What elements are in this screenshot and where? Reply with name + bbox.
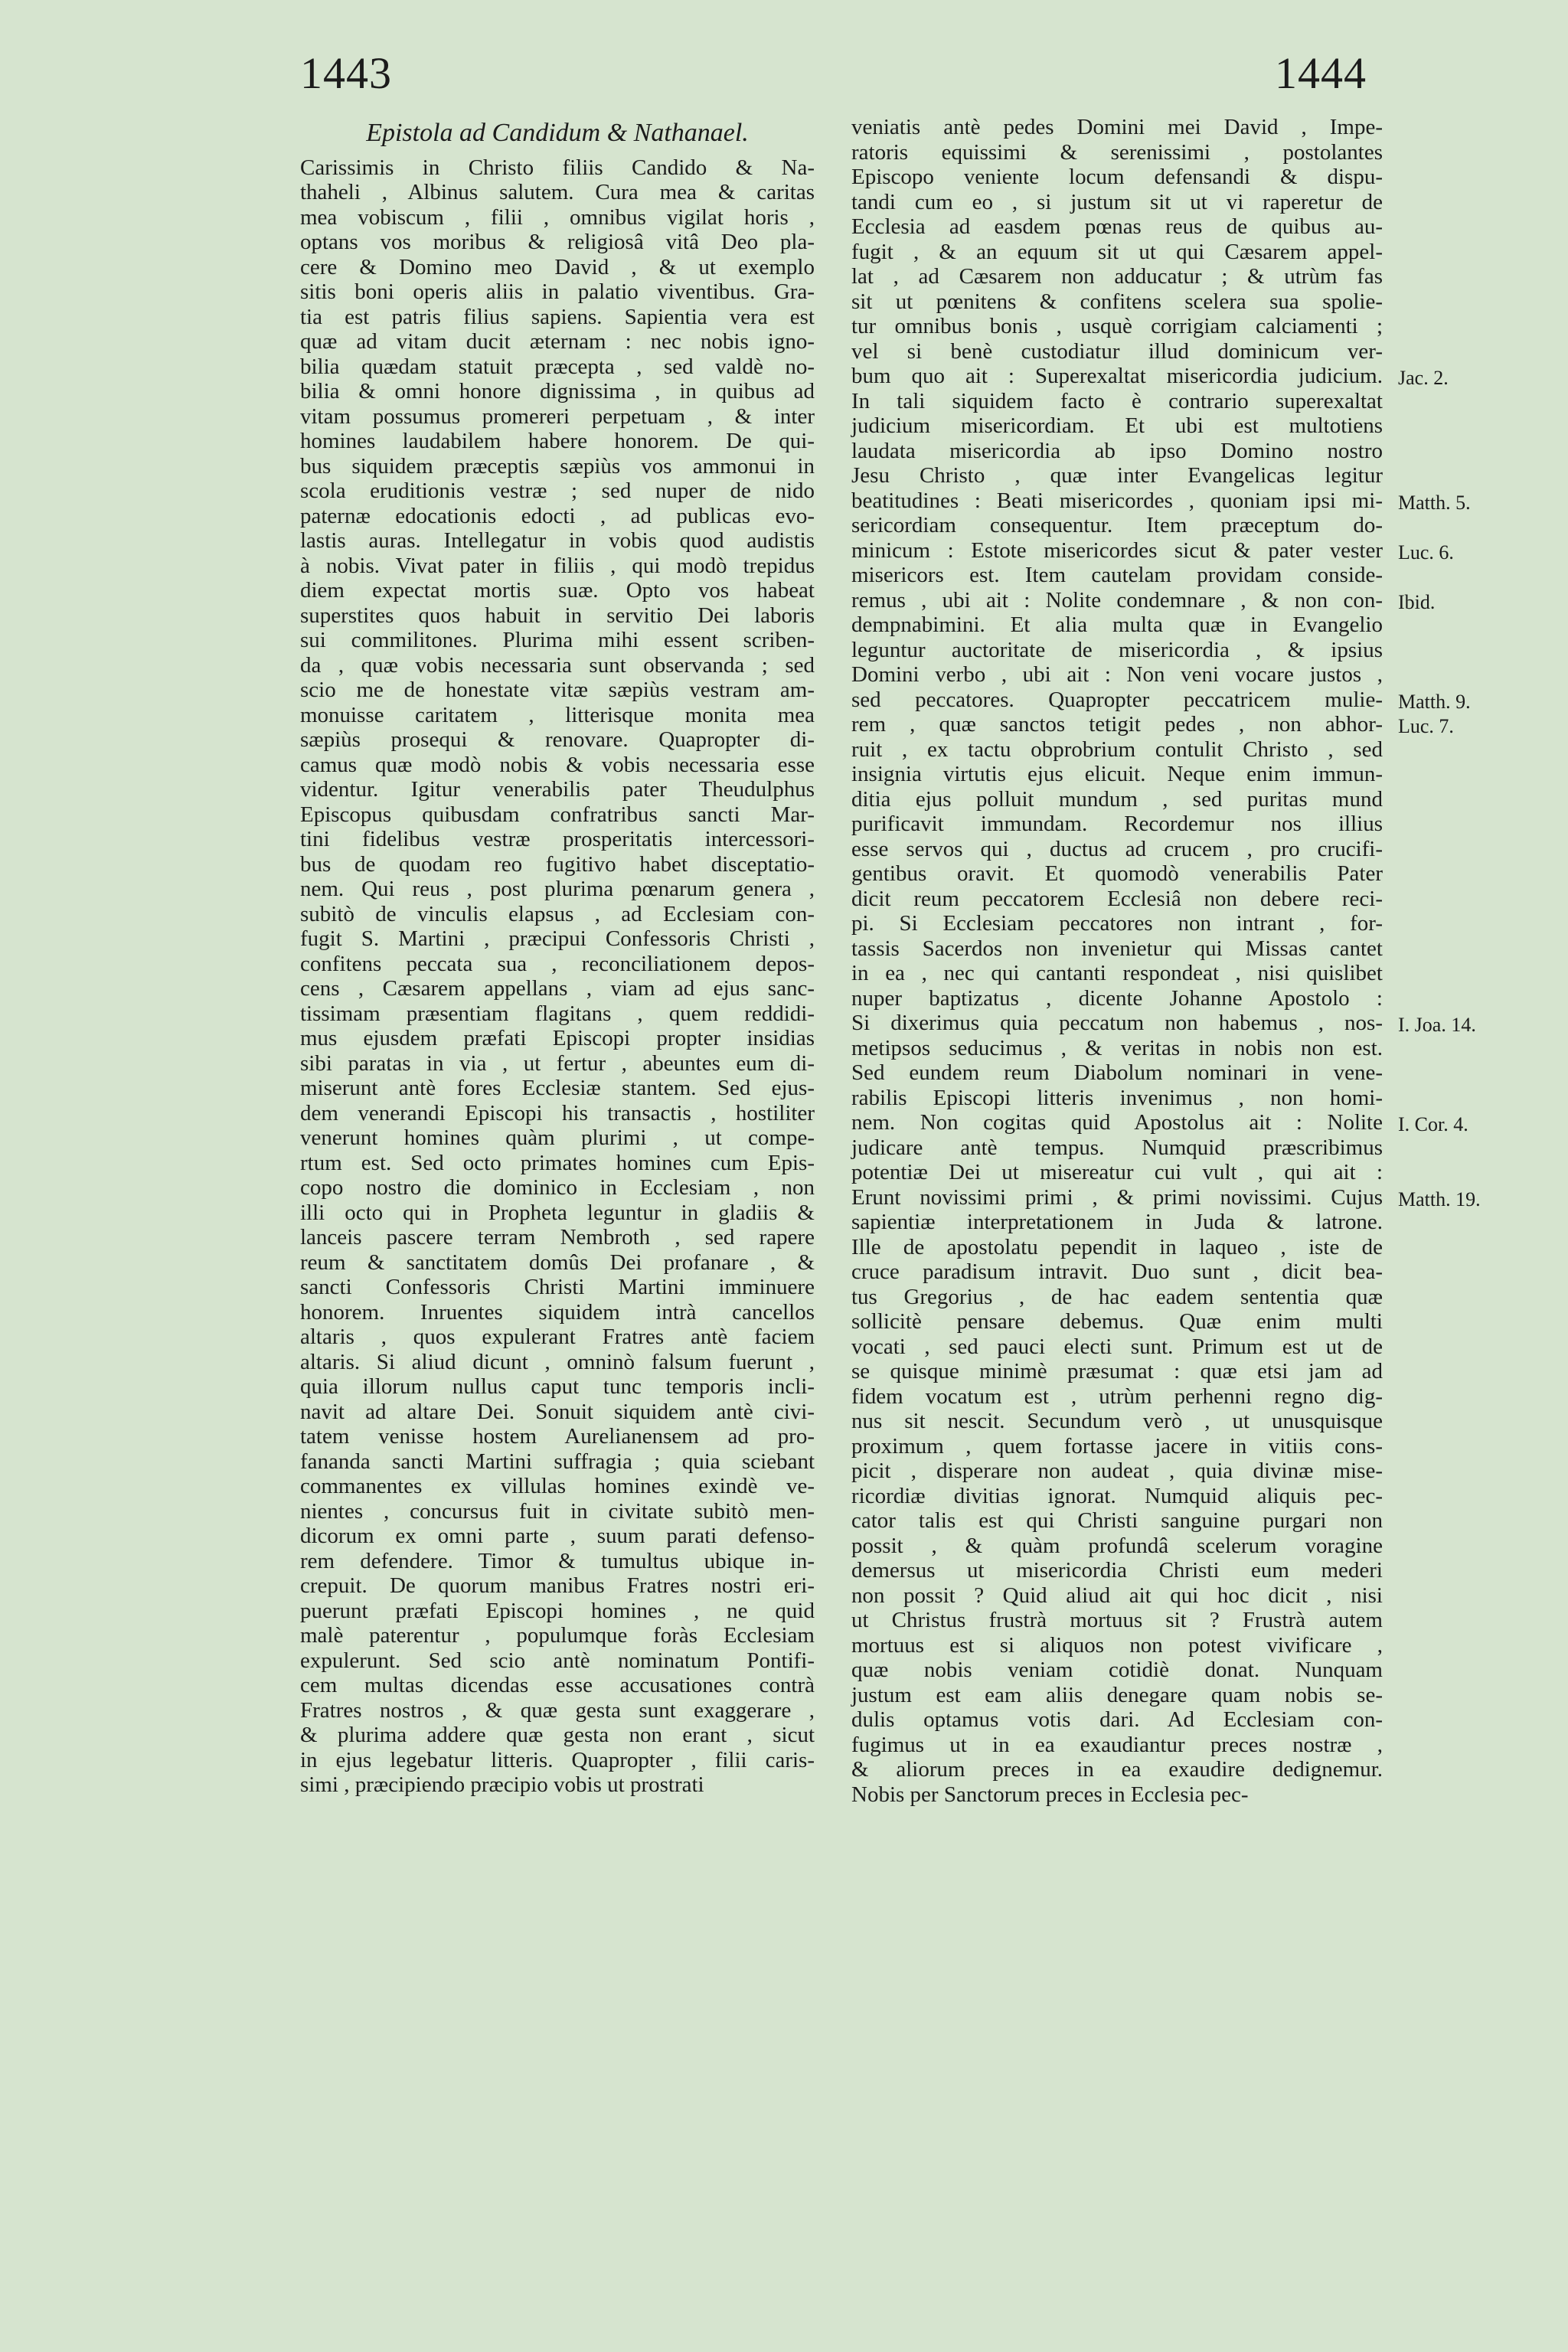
text-line: honorem. Inruentes siquidem intrà cancellos (300, 1299, 815, 1325)
text-line: veniatis antè pedes Domini mei David , Impe- (851, 115, 1383, 139)
text-line: vitam possumus promereri perpetuam , & inter (300, 403, 815, 429)
text-line: cator talis est qui Christi sanguine purgari non (851, 1508, 1383, 1533)
text-line: rtum est. Sed octo primates homines cum Epis- (300, 1150, 815, 1175)
text-line: subitò de vinculis elapsus , ad Ecclesiam con- (300, 901, 815, 926)
text-line: sapientiæ interpretationem in Juda & latrone. (851, 1210, 1383, 1234)
text-line: nuper baptizatus , dicente Johanne Apostolo : (851, 985, 1383, 1011)
text-line: tini fidelibus vestræ prosperitatis intercessori- (300, 827, 815, 851)
text-line: lat , ad Cæsarem non adducatur ; & utrùm fas (851, 264, 1383, 289)
text-line: bus siquidem præceptis sæpiùs vos ammonui in (300, 453, 815, 479)
text-line: tandi cum eo , si justum sit ut vi raperetur de (851, 189, 1383, 214)
text-line: potentiæ Dei ut misereatur cui vult , qui ait : (851, 1160, 1383, 1184)
text-line: Fratres nostros , & quæ gesta sunt exaggerare , (300, 1697, 815, 1723)
text-line: tassis Sacerdos non invenietur qui Missas cantet (851, 936, 1383, 961)
text-line: superstites quos habuit in servitio Dei laboris (300, 603, 815, 628)
text-line: sancti Confessoris Christi Martini imminuere (300, 1275, 815, 1299)
epistle-title: Epistola ad Candidum & Nathanael. (366, 119, 749, 147)
text-line: proximum , quem fortasse jacere in vitiis cons- (851, 1433, 1383, 1459)
text-line: Nobis per Sanctorum preces in Ecclesia pec- (851, 1782, 1249, 1807)
text-line: picit , disperare non audeat , quia divinæ mise- (851, 1459, 1383, 1483)
text-line: quæ nobis veniam cotidiè donat. Nunquam (851, 1658, 1383, 1682)
text-line: non possit ? Quid aliud ait qui hoc dicit , nisi (851, 1583, 1383, 1608)
text-line: tatem venisse hostem Aurelianensem ad pro- (300, 1424, 815, 1449)
left-column (300, 115, 815, 1798)
text-line: dulis optamus votis dari. Ad Ecclesiam con- (851, 1707, 1383, 1732)
text-line: sed peccatores. Quapropter peccatricem mulie- (851, 687, 1383, 712)
text-line: justum est eam aliis denegare quam nobis se- (851, 1682, 1383, 1707)
text-line: homines laudabilem habere honorem. De qui- (300, 429, 815, 453)
text-line: bum quo ait : Superexaltat misericordia judicium. (851, 364, 1383, 388)
text-line: sui commilitones. Plurima mihi essent scriben- (300, 628, 815, 652)
text-line: nus sit nescit. Secundum verò , ut unusquisque (851, 1409, 1383, 1433)
text-line: Erunt novissimi primi , & primi novissimi. Cujus (851, 1184, 1383, 1210)
text-line: diem expectat mortis suæ. Opto vos habeat (300, 578, 815, 603)
text-line: sibi paratas in via , ut fertur , abeuntes eum di- (300, 1050, 815, 1076)
text-line: bilia & omni honore dignissima , in quibus ad (300, 379, 815, 403)
text-line: sericordiam consequentur. Item præceptum do- (851, 513, 1383, 537)
text-line: nientes , concursus fuit in civitate subitò men- (300, 1498, 815, 1524)
text-line: ruit , ex tactu obprobrium contulit Christo , sed (851, 737, 1383, 762)
text-line: cens , Cæsarem appellans , viam ad ejus sanc- (300, 976, 815, 1001)
text-line: misericors est. Item cautelam providam conside- (851, 563, 1383, 587)
text-line: copo nostro die dominico in Ecclesiam , non (300, 1175, 815, 1200)
text-line: thaheli , Albinus salutem. Cura mea & caritas (300, 180, 815, 204)
text-line: remus , ubi ait : Nolite condemnare , & non con- (851, 587, 1383, 612)
left-column-lines (300, 155, 815, 1798)
text-line: Domini verbo , ubi ait : Non veni vocare justos , (851, 662, 1383, 687)
text-line: fugit S. Martini , præcipui Confessoris Christi , (300, 926, 815, 951)
text-line: scio me de honestate vitæ sæpiùs vestram am- (300, 678, 815, 702)
text-line: leguntur auctoritate de misericordia , & ipsius (851, 637, 1383, 662)
margin-note: Jac. 2. (1398, 367, 1449, 389)
text-line: rabilis Episcopi litteris invenimus , non homi- (851, 1085, 1383, 1110)
text-line: optans vos moribus & religiosâ vitâ Deo pla- (300, 230, 815, 254)
margin-note: Luc. 7. (1398, 715, 1454, 737)
text-line: nem. Qui reus , post plurima pœnarum genera , (300, 877, 815, 901)
text-line: expulerunt. Sed scio antè nominatum Pontifi- (300, 1648, 815, 1673)
text-line: tia est patris filius sapiens. Sapientia vera est (300, 304, 815, 329)
text-line: dem venerandi Episcopi his transactis , hostiliter (300, 1100, 815, 1125)
text-line: confitens peccata sua , reconciliationem depos- (300, 951, 815, 976)
text-line: fugimus ut in ea exaudiantur preces nostræ , (851, 1732, 1383, 1757)
text-line: sæpiùs prosequi & renovare. Quapropter di- (300, 727, 815, 752)
text-line: Episcopus quibusdam confratribus sancti Mar- (300, 802, 815, 827)
text-line: metipsos seducimus , & veritas in nobis non est. (851, 1035, 1383, 1060)
text-line: ut Christus frustrà mortuus sit ? Frustrà autem (851, 1608, 1383, 1632)
text-line: ratoris equissimi & serenissimi , postolantes (851, 139, 1383, 165)
text-line: sit ut pœnitens & confitens scelera sua spolie- (851, 289, 1383, 314)
text-line: Episcopo veniente locum defensandi & dispu- (851, 165, 1383, 189)
text-line: ditia ejus polluit mundum , sed puritas mund (851, 786, 1383, 812)
text-line: Jesu Christo , quæ inter Evangelicas legitur (851, 463, 1383, 488)
text-line: Carissimis in Christo filiis Candido & Na- (300, 155, 815, 180)
text-line: tur omnibus bonis , usquè corrigiam calciamenti ; (851, 314, 1383, 338)
text-line: altaris. Si aliud dicunt , omninò falsum fuerunt , (300, 1349, 815, 1374)
text-line: pi. Si Ecclesiam peccatores non intrant , for- (851, 911, 1383, 936)
margin-note: I. Joa. 14. (1398, 1014, 1476, 1036)
text-line: lanceis pascere terram Nembroth , sed rapere (300, 1225, 815, 1250)
page-number-right: 1444 (1275, 48, 1367, 98)
text-line: vel si benè custodiatur illud dominicum ver- (851, 338, 1383, 364)
text-line: crepuit. De quorum manibus Fratres nostri eri- (300, 1573, 815, 1598)
text-line: minicum : Estote misericordes sicut & pater vester (851, 537, 1383, 563)
margin-note: Matth. 5. (1398, 491, 1471, 514)
text-line: in ejus legebatur litteris. Quapropter , filii caris- (300, 1747, 815, 1772)
margin-note: I. Cor. 4. (1398, 1113, 1468, 1135)
text-line: simi , præcipiendo præcipio vobis ut prostrati (300, 1772, 704, 1797)
text-line: purificavit immundam. Recordemur nos illius (851, 812, 1383, 836)
text-line: demersus ut misericordia Christi eum mederi (851, 1558, 1383, 1583)
text-line: In tali siquidem facto è contrario superexaltat (851, 388, 1383, 413)
text-line: judicium misericordiam. Et ubi est multotiens (851, 413, 1383, 438)
text-line: da , quæ vobis necessaria sunt observanda ; sed (300, 652, 815, 678)
text-line: paternæ edocationis edocti , ad publicas evo- (300, 503, 815, 528)
text-line: possit , & quàm profundâ scelerum voragine (851, 1533, 1383, 1558)
margin-note: Matth. 19. (1398, 1187, 1481, 1210)
text-line: ricordiæ divitias ignorat. Numquid aliquis pec- (851, 1483, 1383, 1508)
text-line: Sed eundem reum Diabolum nominari in vene- (851, 1060, 1383, 1085)
text-line: beatitudines : Beati misericordes , quoniam ipsi mi- (851, 488, 1383, 513)
text-line: insignia virtutis ejus elicuit. Neque enim immun- (851, 762, 1383, 786)
right-column (851, 115, 1383, 1807)
text-line: miserunt antè fores Ecclesiæ stantem. Sed ejus- (300, 1076, 815, 1100)
text-line: commanentes ex villulas homines exindè ve- (300, 1474, 815, 1498)
text-line: mea vobiscum , filii , omnibus vigilat horis , (300, 204, 815, 230)
text-line: videntur. Igitur venerabilis pater Theudulphus (300, 777, 815, 802)
text-line: illi octo qui in Propheta leguntur in gladiis & (300, 1200, 815, 1225)
text-line: reum & sanctitatem domûs Dei profanare , & (300, 1250, 815, 1275)
text-line: sitis boni operis aliis in palatio viventibus. Gra- (300, 279, 815, 304)
text-line: fugit , & an equum sit ut qui Cæsarem appel- (851, 239, 1383, 264)
text-line: monuisse caritatem , litterisque monita mea (300, 702, 815, 727)
text-line: altaris , quos expulerant Fratres antè faciem (300, 1325, 815, 1349)
text-line: bilia quædam statuit præcepta , sed valdè no- (300, 354, 815, 379)
text-line: scola eruditionis vestræ ; sed nuper de nido (300, 479, 815, 503)
text-line: quia illorum nullus caput tunc temporis incli- (300, 1374, 815, 1399)
text-line: quæ ad vitam ducit æternam : nec nobis igno- (300, 329, 815, 354)
text-line: Ille de apostolatu pependit in laqueo , iste de (851, 1234, 1383, 1259)
text-line: gentibus oravit. Et quomodò venerabilis Pater (851, 861, 1383, 886)
text-line: navit ad altare Dei. Sonuit siquidem antè civi- (300, 1399, 815, 1424)
text-line: sollicitè pensare debemus. Quæ enim multi (851, 1309, 1383, 1334)
text-line: nem. Non cogitas quid Apostolus ait : Nolite (851, 1110, 1383, 1135)
right-column-lines (851, 115, 1383, 1807)
text-line: dicit reum peccatorem Ecclesiâ non debere reci- (851, 886, 1383, 911)
text-line: dicorum ex omni parte , suum parati defenso- (300, 1524, 815, 1548)
text-line: puerunt præfati Episcopi homines , ne quid (300, 1598, 815, 1623)
text-line: cem multas dicendas esse accusationes contrà (300, 1673, 815, 1697)
text-line: se quisque minimè præsumat : quæ etsi jam ad (851, 1359, 1383, 1383)
text-line: camus quæ modò nobis & vobis necessaria esse (300, 752, 815, 777)
text-line: & aliorum preces in ea exaudire dedignemur. (851, 1757, 1383, 1782)
text-line: in ea , nec qui cantanti respondeat , nisi quislibet (851, 961, 1383, 985)
text-line: esse servos qui , ductus ad crucem , pro crucifi- (851, 836, 1383, 861)
page-number-left: 1443 (300, 48, 392, 98)
text-line: lastis auras. Intellegatur in vobis quod audistis (300, 528, 815, 553)
text-line: tissimam præsentiam flagitans , quem reddidi- (300, 1001, 815, 1026)
margin-note: Luc. 6. (1398, 541, 1454, 564)
text-line: à nobis. Vivat pater in filiis , qui modò trepidus (300, 553, 815, 578)
text-line: rem defendere. Timor & tumultus ubique in- (300, 1548, 815, 1573)
text-line: Ecclesia ad easdem pœnas reus de quibus au- (851, 214, 1383, 239)
text-line: mortuus est si aliquos non potest vivificare , (851, 1632, 1383, 1658)
text-line: fidem vocatum est , utrùm perhenni regno dig- (851, 1383, 1383, 1409)
text-line: fananda sancti Martini suffragia ; quia sciebant (300, 1449, 815, 1474)
text-line: & plurima addere quæ gesta non erant , sicut (300, 1723, 815, 1747)
margin-note: Ibid. (1398, 590, 1436, 613)
margin-note: Matth. 9. (1398, 690, 1471, 713)
text-line: judicare antè tempus. Numquid præscribimus (851, 1135, 1383, 1160)
text-line: venerunt homines quàm plurimi , ut compe- (300, 1125, 815, 1150)
text-line: bus de quodam reo fugitivo habet disceptatio- (300, 851, 815, 877)
text-line: Si dixerimus quia peccatum non habemus , nos- (851, 1011, 1383, 1035)
text-line: cruce paradisum intravit. Duo sunt , dicit bea- (851, 1259, 1383, 1284)
text-line: dempnabimini. Et alia multa quæ in Evangelio (851, 612, 1383, 637)
text-line: malè paterentur , populumque foràs Ecclesiam (300, 1623, 815, 1648)
text-line: laudata misericordia ab ipso Domino nostro (851, 438, 1383, 463)
text-line: cere & Domino meo David , & ut exemplo (300, 254, 815, 279)
text-line: rem , quæ sanctos tetigit pedes , non abhor- (851, 712, 1383, 737)
text-line: tus Gregorius , de hac eadem sententia quæ (851, 1284, 1383, 1309)
text-line: vocati , sed pauci electi sunt. Primum est ut de (851, 1334, 1383, 1359)
text-line: mus ejusdem præfati Episcopi propter insidias (300, 1026, 815, 1050)
